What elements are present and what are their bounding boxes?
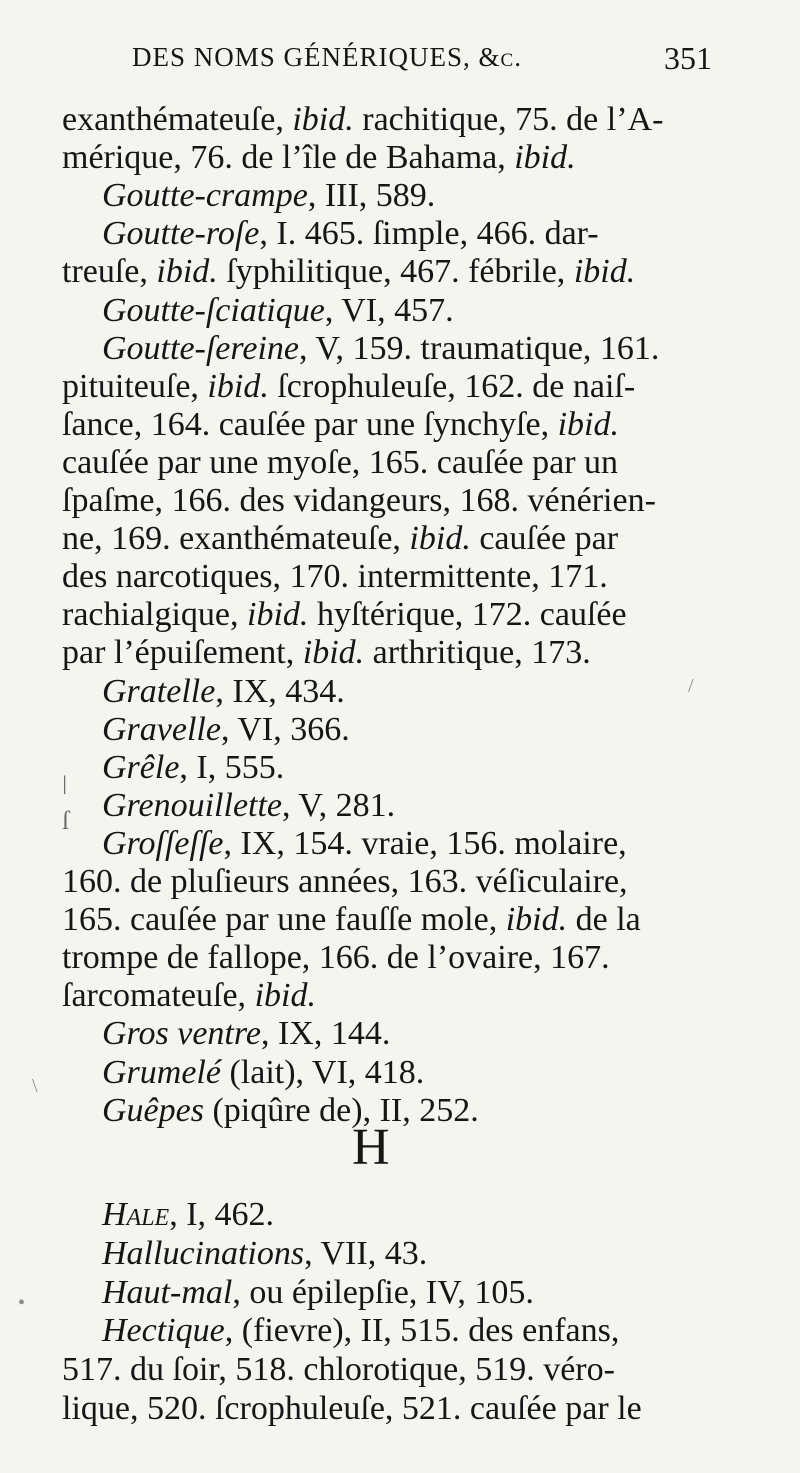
text-run: pituiteuſe, bbox=[62, 367, 208, 405]
body-line bbox=[102, 214, 599, 254]
text-run: ſarcomateuſe, bbox=[62, 977, 255, 1015]
text-run: (piqûre de), II, 252. bbox=[203, 1091, 479, 1129]
text-run: arthritique, 173. bbox=[364, 634, 591, 672]
body-line bbox=[102, 748, 284, 788]
text-run: ſpaſme, 166. des vidangeurs, 168. vénérien- bbox=[62, 482, 656, 519]
italic-text: ibid. bbox=[302, 634, 365, 672]
text-run: treuſe, bbox=[62, 253, 157, 291]
italic-text: Hallucinations bbox=[102, 1234, 305, 1272]
body-line bbox=[62, 595, 742, 635]
body-line bbox=[102, 1053, 424, 1093]
italic-text: Gros ventre bbox=[102, 1015, 261, 1053]
body-line bbox=[102, 786, 395, 826]
italic-text: Guêpes bbox=[102, 1091, 204, 1129]
running-head: DES NOMS GÉNÉRIQUES, &c. bbox=[132, 42, 522, 72]
body-line bbox=[102, 824, 627, 864]
body-line bbox=[62, 976, 316, 1016]
body-line bbox=[62, 443, 742, 483]
text-run: , V, 159. traumatique, 161. bbox=[299, 329, 660, 367]
text-run: rachitique, 75. de l’A- bbox=[353, 101, 664, 138]
text-run: 165. cauſée par une fauſſe mole, bbox=[62, 901, 506, 939]
body-line bbox=[62, 862, 742, 902]
scan-speck: • bbox=[18, 1292, 26, 1314]
italic-text: ibid. bbox=[409, 520, 471, 558]
text-run: , V, 281. bbox=[282, 786, 396, 824]
body-line bbox=[102, 710, 350, 750]
text-run: par l’épuiſement, bbox=[62, 634, 303, 672]
italic-text: Gravelle bbox=[102, 710, 221, 748]
body-line bbox=[102, 329, 659, 369]
text-run: ne, 169. exanthémateuſe, bbox=[62, 520, 410, 558]
body2-line bbox=[102, 1234, 427, 1274]
body-line bbox=[62, 252, 635, 292]
italic-text: Grêle bbox=[102, 748, 180, 786]
text-run: trompe de fallope, 166. de l’ovaire, 167. bbox=[62, 939, 610, 977]
text-run: 160. de pluſieurs années, 163. véſiculaire, bbox=[62, 863, 628, 900]
scan-speck: / bbox=[688, 675, 694, 697]
text-run: de la bbox=[567, 901, 641, 939]
text-run: cauſée par une myoſe, 165. cauſée par un bbox=[62, 443, 619, 481]
text-run: , VI, 457. bbox=[324, 291, 454, 329]
page-number: 351 bbox=[664, 40, 712, 76]
text-run: mérique, 76. de l’île de Bahama, bbox=[62, 139, 515, 177]
italic-text: Goutte-ſciatique bbox=[102, 291, 325, 329]
body-line bbox=[62, 557, 742, 597]
italic-text: ibid. bbox=[254, 977, 316, 1015]
italic-text: Hale bbox=[102, 1196, 170, 1233]
italic-text: Grenouillette bbox=[102, 786, 283, 824]
body-line bbox=[62, 633, 591, 673]
italic-text: ibid. bbox=[514, 139, 576, 177]
text-run: ſyphilitique, 467. fébrile, bbox=[217, 253, 574, 291]
italic-text: Groſſeſſe bbox=[102, 824, 224, 862]
text-run: cauſée par bbox=[470, 520, 619, 558]
body-line bbox=[62, 519, 742, 559]
scan-speck: \ bbox=[32, 1075, 38, 1097]
text-run: rachialgique, bbox=[62, 596, 248, 634]
body-line bbox=[62, 100, 742, 140]
text-run: , VII, 43. bbox=[304, 1234, 428, 1272]
section-letter-heading: H bbox=[352, 1119, 390, 1176]
body2-line bbox=[62, 1350, 742, 1390]
italic-text: ibid. bbox=[207, 367, 269, 405]
text-run: , IX, 154. vraie, 156. molaire, bbox=[223, 824, 627, 862]
italic-text: ibid. bbox=[247, 596, 309, 634]
body-line bbox=[62, 900, 742, 940]
italic-text: ibid. bbox=[156, 253, 218, 291]
text-run: , III, 589. bbox=[307, 177, 436, 215]
body-line bbox=[102, 1014, 390, 1054]
text-run: ſance, 164. cauſée par une ſynchyſe, bbox=[62, 405, 558, 443]
italic-text: Hectique bbox=[102, 1312, 225, 1350]
italic-text: ibid. bbox=[557, 405, 620, 443]
italic-text: ibid. bbox=[573, 253, 636, 291]
body2-line bbox=[102, 1311, 619, 1351]
body-line bbox=[102, 291, 454, 331]
text-run: ſcrophuleuſe, 162. de naiſ- bbox=[268, 367, 636, 405]
body2-line bbox=[102, 1273, 534, 1313]
body-line bbox=[62, 481, 742, 521]
body-line bbox=[62, 405, 742, 445]
text-run: , IX, 144. bbox=[260, 1015, 391, 1053]
margin-mark: ǀ bbox=[62, 771, 68, 800]
italic-text: Goutte-ſereine bbox=[102, 329, 299, 367]
body-line bbox=[102, 1091, 479, 1131]
text-run: 517. du ſoir, 518. chlorotique, 519. véro- bbox=[62, 1351, 615, 1389]
margin-mark: ſ bbox=[62, 806, 70, 835]
text-run: , ou épilepſie, IV, 105. bbox=[232, 1273, 534, 1311]
text-run: lique, 520. ſcrophuleuſe, 521. cauſée par le bbox=[62, 1390, 642, 1427]
text-run: , I, 555. bbox=[179, 748, 285, 786]
text-run: (lait), VI, 418. bbox=[220, 1053, 425, 1091]
italic-text: ibid. bbox=[292, 101, 354, 138]
italic-text: Haut-mal bbox=[102, 1273, 233, 1311]
italic-text: Goutte-crampe bbox=[102, 177, 308, 215]
italic-text: Goutte-roſe bbox=[102, 215, 260, 253]
body-line bbox=[62, 367, 742, 407]
text-run: exanthémateuſe, bbox=[62, 101, 293, 138]
text-run: , I, 462. bbox=[169, 1196, 275, 1233]
text-run: , (fievre), II, 515. des enfans, bbox=[224, 1312, 620, 1350]
body-line bbox=[62, 938, 742, 978]
body-line bbox=[102, 672, 345, 712]
body2-line bbox=[62, 1389, 742, 1429]
text-run: , VI, 366. bbox=[220, 710, 350, 748]
italic-text: Grumelé bbox=[102, 1053, 221, 1091]
italic-text: ibid. bbox=[505, 901, 568, 939]
text-run: , I. 465. ſimple, 466. dar- bbox=[259, 215, 599, 253]
italic-text: Gratelle bbox=[102, 672, 216, 710]
body-line bbox=[62, 138, 576, 178]
text-run: des narcotiques, 170. intermittente, 171. bbox=[62, 558, 608, 596]
text-run: hyſtérique, 172. cauſée bbox=[308, 596, 627, 634]
body2-line bbox=[102, 1195, 274, 1235]
text-run: , IX, 434. bbox=[215, 672, 345, 710]
body-line bbox=[102, 176, 435, 216]
